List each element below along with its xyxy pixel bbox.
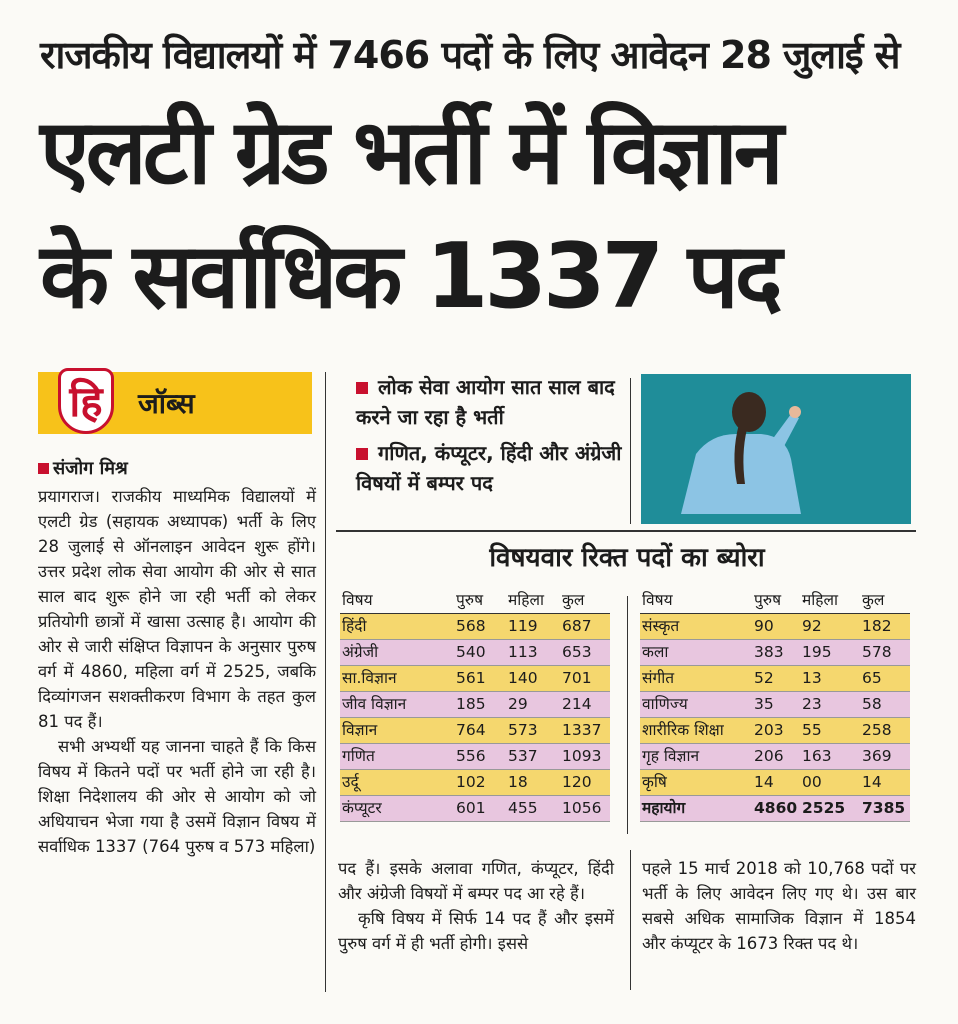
female-cell: 00 [802, 773, 822, 791]
male-cell: 185 [456, 695, 486, 713]
table-row [640, 666, 910, 692]
female-cell: 113 [508, 643, 538, 661]
female-cell: 2525 [802, 799, 846, 817]
header-subject: विषय [642, 591, 673, 609]
red-square-icon [356, 382, 368, 394]
header-subject: विषय [342, 591, 373, 609]
vacancy-table-right [640, 588, 910, 822]
body-column-3 [642, 856, 916, 956]
total-cell: 182 [862, 617, 892, 635]
subject-cell: उर्दू [342, 773, 359, 791]
female-cell: 140 [508, 669, 538, 687]
female-cell: 92 [802, 617, 822, 635]
bullet-item [356, 372, 626, 432]
table-row [340, 640, 610, 666]
table-row [640, 770, 910, 796]
male-cell: 764 [456, 721, 486, 739]
table-row [640, 744, 910, 770]
male-cell: 52 [754, 669, 774, 687]
male-cell: 540 [456, 643, 486, 661]
male-cell: 561 [456, 669, 486, 687]
subject-cell: शारीरिक शिक्षा [642, 721, 724, 739]
byline [38, 456, 128, 480]
subject-cell: कृषि [642, 773, 667, 791]
female-cell: 537 [508, 747, 538, 765]
male-cell: 90 [754, 617, 774, 635]
female-cell: 195 [802, 643, 832, 661]
subject-cell: गृह विज्ञान [642, 747, 700, 765]
table-row [340, 770, 610, 796]
total-cell: 214 [562, 695, 592, 713]
column-divider [630, 850, 631, 990]
male-cell: 203 [754, 721, 784, 739]
table-row [340, 796, 610, 822]
male-cell: 601 [456, 799, 486, 817]
body-paragraph: पहले 15 मार्च 2018 को 10,768 पदों पर भर्ती के लिए आवेदन लिए गए थे। उस बार सबसे अधिक सामाजिक विज्ञान में 1854 और कंप्यूटर के 1673 रिक्त पद थे। [642, 859, 916, 953]
table-row [640, 692, 910, 718]
female-cell: 55 [802, 721, 822, 739]
table-row [340, 666, 610, 692]
body-column-2 [338, 856, 614, 956]
hindustan-logo-icon: हि [58, 368, 114, 434]
table-row [640, 718, 910, 744]
total-cell: 653 [562, 643, 592, 661]
section-label: जॉब्स [138, 387, 195, 420]
total-cell: 1056 [562, 799, 602, 817]
total-cell: 1093 [562, 747, 602, 765]
subject-cell: कला [642, 643, 669, 661]
subject-cell: संस्कृत [642, 617, 680, 635]
horizontal-rule [336, 530, 916, 532]
total-cell: 578 [862, 643, 892, 661]
table-title: विषयवार रिक्त पदों का ब्योरा [489, 543, 765, 573]
subject-cell: कंप्यूटर [342, 799, 382, 817]
total-cell: 14 [862, 773, 882, 791]
subject-cell: वाणिज्य [642, 695, 688, 713]
highlight-bullets [356, 372, 626, 504]
subject-cell: विज्ञान [342, 721, 378, 739]
subject-cell: हिंदी [342, 617, 367, 635]
female-cell: 455 [508, 799, 538, 817]
body-paragraph: प्रयागराज। राजकीय माध्यमिक विद्यालयों में एलटी ग्रेड (सहायक अध्यापक) भर्ती के लिए 28 जुलाई से ऑनलाइन आवेदन शुरू होंगे। उत्तर प्रदेश लोक सेवा आयोग की ओर से सात साल बाद शुरू होने जा रही भर्ती को लेकर प्रतियोगी छात्रों में खासा उत्साह है। आयोग की ओर से जारी संक्षिप्त विज्ञापन के अनुसार पुरुष वर्ग में 4860, महिला वर्ग में 2525, जबकि दिव्यांगजन सशक्तीकरण विभाग के तहत कुल 81 पद हैं। [38, 487, 316, 731]
table-header-row [640, 588, 910, 614]
female-cell: 23 [802, 695, 822, 713]
body-paragraph: कृषि विषय में सिर्फ 14 पद हैं और इसमें पुरुष वर्ग में ही भर्ती होगी। इससे [338, 909, 614, 953]
total-cell: 7385 [862, 799, 906, 817]
total-cell: 65 [862, 669, 882, 687]
header-female: महिला [508, 591, 545, 609]
subject-cell: संगीत [642, 669, 675, 687]
main-headline-line-1: एलटी ग्रेड भर्ती में विज्ञान [40, 100, 780, 205]
header-male: पुरुष [456, 591, 484, 609]
male-cell: 35 [754, 695, 774, 713]
bullet-text: गणित, कंप्यूटर, हिंदी और अंग्रेजी विषयों में बम्पर पद [356, 441, 622, 495]
table-total-row [640, 796, 910, 822]
table-header-row [340, 588, 610, 614]
header-female: महिला [802, 591, 839, 609]
female-cell: 163 [802, 747, 832, 765]
column-divider [325, 372, 326, 992]
male-cell: 4860 [754, 799, 798, 817]
author-name: संजोग मिश्र [53, 458, 128, 479]
subject-cell: गणित [342, 747, 375, 765]
female-cell: 119 [508, 617, 538, 635]
header-male: पुरुष [754, 591, 782, 609]
total-cell: 58 [862, 695, 882, 713]
table-divider [627, 596, 628, 834]
total-cell: 120 [562, 773, 592, 791]
body-paragraph: पद हैं। इसके अलावा गणित, कंप्यूटर, हिंदी और अंग्रेजी विषयों में बम्पर पद आ रहे हैं। [338, 859, 614, 903]
column-divider [630, 378, 631, 524]
header-total: कुल [862, 591, 885, 609]
table-row [340, 614, 610, 640]
total-cell: 258 [862, 721, 892, 739]
male-cell: 383 [754, 643, 784, 661]
female-cell: 13 [802, 669, 822, 687]
table-row [640, 614, 910, 640]
main-headline-line-2: के सर्वाधिक 1337 पद [40, 224, 779, 329]
table-row [640, 640, 910, 666]
male-cell: 568 [456, 617, 486, 635]
jobs-section-banner [38, 372, 312, 434]
subject-cell: अंग्रेजी [342, 643, 379, 661]
vacancy-table-left [340, 588, 610, 822]
teacher-at-blackboard-photo [641, 374, 911, 524]
total-cell: 1337 [562, 721, 602, 739]
male-cell: 102 [456, 773, 486, 791]
total-cell: 687 [562, 617, 592, 635]
table-row [340, 692, 610, 718]
header-total: कुल [562, 591, 585, 609]
bullet-text: लोक सेवा आयोग सात साल बाद करने जा रहा है भर्ती [356, 375, 615, 429]
female-cell: 573 [508, 721, 538, 739]
kicker-headline: राजकीय विद्यालयों में 7466 पदों के लिए आवेदन 28 जुलाई से [40, 33, 900, 77]
subject-cell: जीव विज्ञान [342, 695, 407, 713]
total-cell: 369 [862, 747, 892, 765]
red-square-icon [38, 463, 49, 474]
body-paragraph: सभी अभ्यर्थी यह जानना चाहते हैं कि किस विषय में कितने पदों पर भर्ती होने जा रही है। शिक्षा निदेशालय की ओर से आयोग को जो अधियाचन भेजा गया है उसमें विज्ञान विषय में सर्वाधिक 1337 (764 पुरुष व 573 महिला) [38, 737, 316, 856]
subject-cell: सा.विज्ञान [342, 669, 397, 687]
red-square-icon [356, 448, 368, 460]
female-cell: 18 [508, 773, 528, 791]
total-cell: 701 [562, 669, 592, 687]
table-row [340, 744, 610, 770]
male-cell: 206 [754, 747, 784, 765]
body-column-1 [38, 484, 316, 859]
female-cell: 29 [508, 695, 528, 713]
table-row [340, 718, 610, 744]
subject-cell: महायोग [642, 799, 686, 817]
bullet-item [356, 438, 626, 498]
male-cell: 14 [754, 773, 774, 791]
male-cell: 556 [456, 747, 486, 765]
